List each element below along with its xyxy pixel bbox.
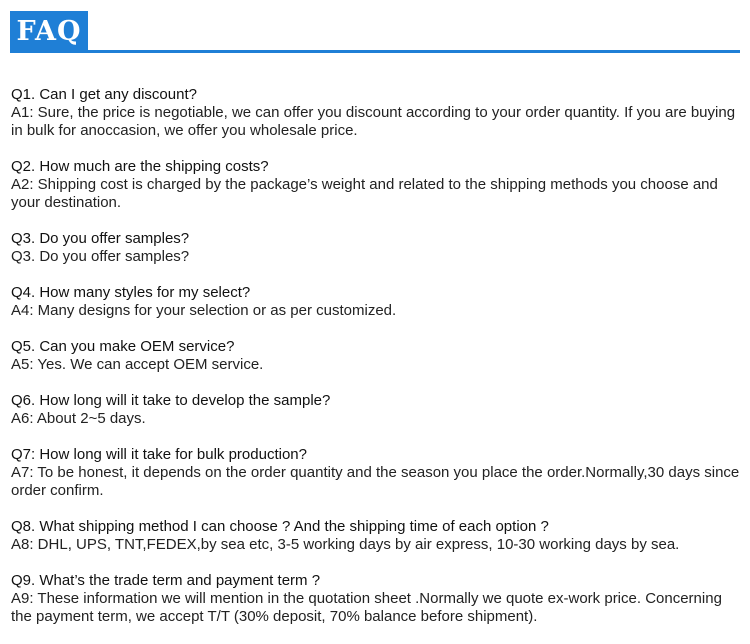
faq-answer: A5: Yes. We can accept OEM service. xyxy=(11,356,264,373)
faq-question: Q5. Can you make OEM service? xyxy=(11,338,235,355)
faq-header xyxy=(0,0,750,60)
faq-answer: A8: DHL, UPS, TNT,FEDEX,by sea etc, 3-5 working days by air express, 10-30 working days by sea. xyxy=(11,536,680,553)
faq-answer: A2: Shipping cost is charged by the package’s weight and related to the shipping methods you choose and your destination. xyxy=(11,176,718,211)
faq-question: Q7: How long will it take for bulk production? xyxy=(11,446,307,463)
faq-answer: A1: Sure, the price is negotiable, we can offer you discount according to your order quantity. If you are buying in bulk for anoccasion, we offer you wholesale price. xyxy=(11,104,736,139)
faq-answer: A4: Many designs for your selection or as per customized. xyxy=(11,302,397,319)
faq-answer: A9: These information we will mention in the quotation sheet .Normally we quote ex-work price. Concerning the payment term, we accept T/T (30% deposit, 70% balance before shipment). xyxy=(11,590,722,625)
faq-item-9 xyxy=(11,572,741,626)
faq-answer: A7: To be honest, it depends on the order quantity and the season you place the order.Normally,30 days since order confirm. xyxy=(11,464,740,499)
faq-answer: Q3. Do you offer samples? xyxy=(11,248,190,265)
faq-item-1 xyxy=(11,86,741,140)
faq-question: Q3. Do you offer samples? xyxy=(11,230,190,247)
faq-item-8 xyxy=(11,518,741,554)
faq-answer: A6: About 2~5 days. xyxy=(11,410,146,427)
header-divider xyxy=(88,50,740,53)
faq-question: Q4. How many styles for my select? xyxy=(11,284,251,301)
faq-item-4 xyxy=(11,284,741,320)
faq-item-2 xyxy=(11,158,741,212)
faq-item-7 xyxy=(11,446,741,500)
faq-list xyxy=(11,86,741,644)
faq-item-6 xyxy=(11,392,741,428)
faq-question: Q9. What’s the trade term and payment term ? xyxy=(11,572,321,589)
faq-question: Q2. How much are the shipping costs? xyxy=(11,158,269,175)
faq-question: Q1. Can I get any discount? xyxy=(11,86,197,103)
faq-item-3 xyxy=(11,230,741,266)
faq-question: Q6. How long will it take to develop the sample? xyxy=(11,392,331,409)
faq-item-5 xyxy=(11,338,741,374)
faq-title-badge: FAQ xyxy=(10,11,88,53)
faq-question: Q8. What shipping method I can choose ? And the shipping time of each option ? xyxy=(11,518,549,535)
